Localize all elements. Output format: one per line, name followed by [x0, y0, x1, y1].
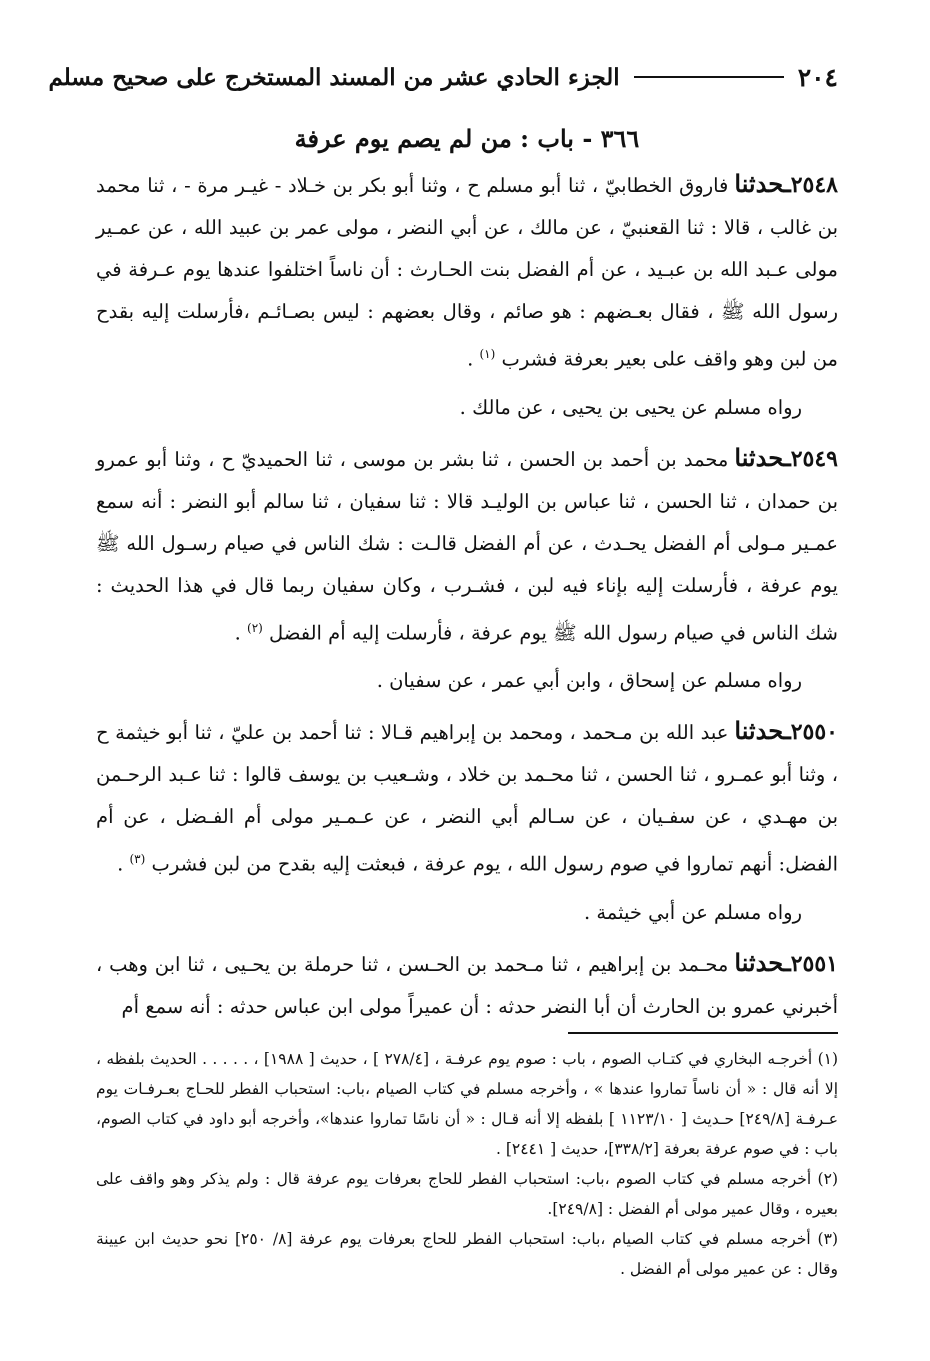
footnote-ref: (٣) — [129, 852, 146, 866]
hadith-text: محـمد بن إبراهيم ، ثنا مـحمد بن الحـسن ، ثنا حرملة بن يحـيى ، ثنا ابن وهب ، أخبرني عمرو بن الحارث أن أبا النضر حدثه : أن عميراً مولى ابن عباس حدثه : أنه سمع أم — [96, 952, 838, 1018]
page-header — [48, 48, 838, 106]
riwaya-line: رواه مسلم عن يحيى بن يحيى ، عن مالك . — [459, 395, 802, 419]
hadith-number: ٢٥٥٠ — [790, 719, 838, 745]
hadith-number: ٢٥٤٩ — [790, 445, 838, 472]
hadith-2549 — [96, 437, 838, 655]
footnote-ref: (٢) — [247, 620, 263, 635]
hadith-2550 — [96, 710, 838, 886]
hadith-number: ٢٥٥١ — [790, 950, 838, 977]
riwaya-line: رواه مسلم عن إسحاق ، وابن أبي عمر ، عن سفيان . — [376, 669, 802, 692]
hadith-transmission-mark: ـحدثنا — [734, 169, 791, 198]
riwaya-line: رواه مسلم عن أبي خيثمة . — [583, 900, 802, 924]
footnote-ref: (١) — [479, 347, 496, 361]
footnote-separator — [568, 1032, 838, 1034]
hadith-text: فاروق الخطابيّ ، ثنا أبو مسلم ح ، وثنا أبو بكر بن خـلاد - غيـر مرة - ، ثنا محمد بن غالب ، قالا : ثنا القعنبيّ ، عن مالك ، عن أبي النضر ، مولى عمر بن عبيد الله ، عن عمـير مولى عـبد الله بن عبـيد ، عن أم الفضل بنت الحـارث : أن ناساً اختلفوا عندها يوم عـرفة في رسول الله ﷺ ، فقال بعـضهم : هو صائم ، وقال بعضهم : ليس بصـائـم ،فأرسلت إليه بقدح من لبن وهو واقف على بعير بعرفة فشرب — [96, 174, 838, 371]
hadith-2551 — [96, 942, 838, 1028]
hadith-end: . — [117, 852, 130, 876]
header-rule — [634, 76, 784, 78]
running-title: الجزء الحادي عشر من المسند المستخرج على صحيح مسلم — [48, 63, 620, 91]
hadith-number: ٢٥٤٨ — [790, 172, 838, 198]
page-number: ٢٠٤ — [797, 62, 838, 92]
hadith-transmission-mark: ـحدثنا — [734, 442, 791, 472]
hadith-transmission-mark: ـحدثنا — [734, 947, 791, 977]
hadith-text: عبد الله بن مـحمد ، ومحمد بن إبراهيم قـالا : ثنا أحمد بن عليّ ، ثنا أبو خيثمة ح ، وثنا أبو عمـرو ، ثنا الحسن ، ثنا محـمد بن خلاد ، وشـعيب بن يوسف قالوا : ثنا عـبد الرحـمن بن مهـدي ، عن سفـيان ، عن سـالم أبي النضر ، عن عـمـير مولى أم الفـضل ، عن أم الفضل: أنهم تماروا في صوم رسول الله ، يوم عرفة ، فبعثت إليه بقدح من لبن فشرب — [96, 721, 838, 876]
hadith-end: . — [234, 621, 248, 644]
hadith-text: محمد بن أحمد بن الحسن ، ثنا بشر بن موسى ، ثنا الحميديّ ح ، وثنا أبو عمرو بن حمدان ، ثنا الحسن ، ثنا عباس بن الوليـد قالا : ثنا سفيان ، ثنا سالم أبو النضر : أنه سمع عمـير مـولى أم الفضل يحـدث ، عن أم الفضل قالـت : شك الناس في صيام رسـول الله ﷺ يوم عرفة ، فأرسلت إليه بإناء فيه لبن ، فشـرب ، وكان سفيان ربما قال في هذا الحديث : شك الناس في صيام رسول الله ﷺ يوم عرفة ، فأرسلت إليه أم الفضل — [96, 447, 838, 644]
footnote-3: (٣) أخرجه مسلم في كتاب الصيام ،باب: استحباب الفطر للحاج بعرفات يوم عرفة [٨/ ٢٥٠] نحو حديث ابن عيينة وقال : عن عمير مولى أم الفضل . — [96, 1229, 838, 1278]
hadith-end: . — [467, 347, 480, 371]
footnote-1: (١) أخرجـه البخاري في كتـاب الصوم ، باب : صوم يوم عرفـة ، [٢٧٨/٤ ] ، حديث [ ١٩٨٨] ، . . . . . الحديث بلفظه ، إلا أنه قال : « أن ناساً تماروا عندها » ، وأخرجه مسلم في كتاب الصيام ،باب: استحباب الفطر للحـاج بعـرفـات يوم عـرفـة [٢٤٩/٨] حـديث [ ١١٢٣/١٠ ] بلفظه إلا أنه قـال : « أن ناسًا تماروا عندها»، وأخرجه أبو داود في كتاب الصوم، باب : في صوم عرفة بعرفة [٣٣٨/٢]، حديث [ ٢٤٤١] . — [96, 1049, 839, 1158]
hadith-transmission-mark: ـحدثنا — [734, 716, 791, 745]
chapter-title: ٣٦٦ - باب : من لم يصم يوم عرفة — [294, 124, 640, 153]
footnote-2: (٢) أخرجه مسلم في كتاب الصوم ،باب: استحباب الفطر للحاج بعرفات يوم عرفة قال : ولم يذكر وهو واقف على بعيره ، وقال عمير مولى أم الفضل : [٢٤٩/٨]. — [96, 1169, 838, 1218]
hadith-2548 — [96, 163, 838, 381]
